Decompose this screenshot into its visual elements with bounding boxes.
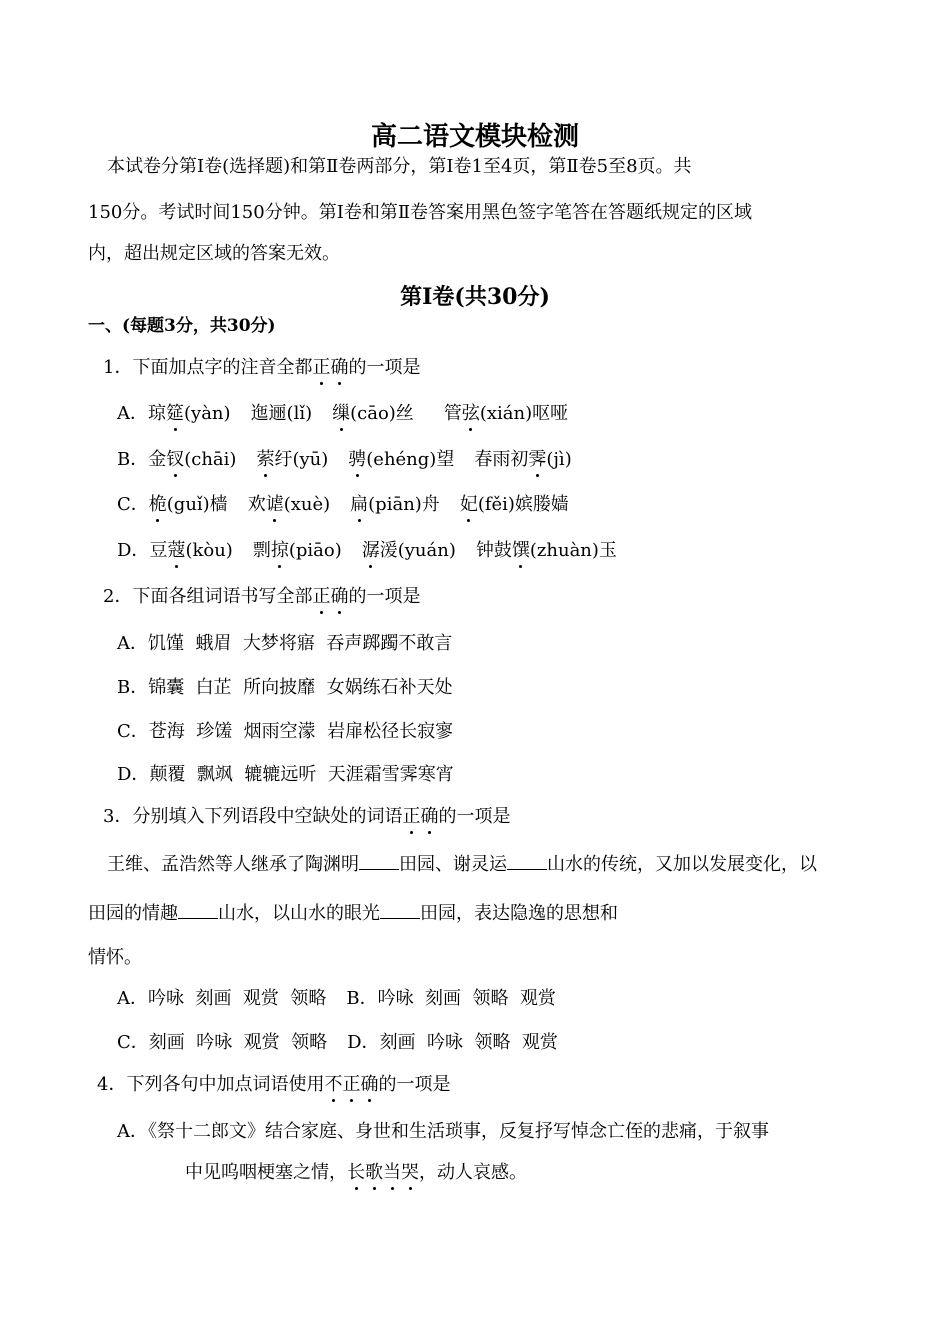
q1-option-d: D．豆蔻(kòu) 剽掠(piāo) 潺湲(yuán) 钟鼓馔(zhuàn)玉: [117, 540, 617, 561]
dotted-char: 桅: [148, 494, 167, 515]
q1-option-a: A．琼筵(yàn) 迤逦(lǐ) 缫(cāo)丝 管弦(xián)呕哑: [117, 403, 569, 424]
q2-option-c: C．苍海 珍馐 烟雨空濛 岩扉松径长寂寥: [117, 721, 454, 742]
dotted-char: 缫: [332, 403, 351, 424]
q2-option-a: A．饥馑 蛾眉 大梦将寤 吞声踯躅不敢言: [117, 633, 453, 654]
dotted-char: 萦: [256, 449, 275, 470]
dotted-char: 霁: [528, 449, 547, 470]
part-header: 一、(每题3分，共30分): [88, 316, 276, 336]
q3-passage-line-1: 王维、孟浩然等人继承了陶渊明 田园、谢灵运 山水的传统，又加以发展变化，以: [107, 854, 817, 875]
q3-option-c: C．刻画 吟咏 观赏 领略: [117, 1032, 328, 1053]
emphasized-text: 不正确: [324, 1074, 379, 1095]
dotted-char: 馔: [511, 540, 530, 561]
intro-line-3: 内，超出规定区域的答案无效。: [88, 243, 340, 264]
dotted-char: 潺: [361, 540, 380, 561]
q2-option-b: B．锦囊 白芷 所向披靡 女娲练石补天处: [117, 677, 453, 698]
q4-option-a-line-2: 中见呜咽梗塞之情，长歌当哭，动人哀感。: [185, 1162, 527, 1183]
dotted-char: 筵: [166, 403, 184, 424]
dotted-char: 谑: [265, 494, 284, 515]
page-title: 高二语文模块检测: [370, 122, 579, 152]
dotted-char: 骋: [348, 449, 367, 470]
dotted-char: 掠: [270, 540, 289, 561]
q3-option-b: B．吟咏 刻画 领略 观赏: [346, 988, 556, 1009]
emphasized-text: 正确: [312, 586, 349, 607]
emphasized-text: 长歌当哭: [347, 1162, 419, 1183]
dotted-char: 弦: [461, 403, 480, 424]
q2-option-d: D．颠覆 飘飒 辘辘远听 天涯霜雪霁寒宵: [117, 764, 454, 785]
fill-blank: [178, 902, 218, 919]
section-title: 第Ⅰ卷(共30分): [400, 284, 550, 310]
q3-option-a: A．吟咏 刻画 观赏 领略: [117, 988, 327, 1009]
fill-blank: [380, 902, 420, 919]
q3-passage-line-2: 田园的情趣 山水，以山水的眼光 田园，表达隐逸的思想和: [88, 903, 618, 924]
q1-option-b: B．金钗(chāi) 萦纡(yū) 骋(ehéng)望 春雨初霁(jì): [117, 449, 572, 470]
q3-option-d: D．刻画 吟咏 领略 观赏: [347, 1032, 558, 1053]
question-3-stem: 3．分别填入下列语段中空缺处的词语正确的一项是: [103, 806, 511, 827]
fill-blank: [507, 853, 547, 870]
intro-line-2: 150分。考试时间150分钟。第Ⅰ卷和第Ⅱ卷答案用黑色签字笔答在答题纸规定的区域: [88, 202, 753, 223]
q3-options-ab: [117, 988, 556, 1010]
q1-option-c: C．桅(guǐ)樯 欢谑(xuè) 扁(piān)舟 妃(fěi)嫔媵嫱: [117, 494, 569, 515]
q3-passage-line-3: 情怀。: [88, 947, 142, 968]
dotted-char: 扁: [350, 494, 369, 515]
question-2-stem: 2．下面各组词语书写全部正确的一项是: [103, 586, 421, 607]
fill-blank: [359, 853, 399, 870]
question-4-stem: 4．下列各句中加点词语使用不正确的一项是: [97, 1074, 451, 1095]
dotted-char: 妃: [459, 494, 478, 515]
question-1-stem: 1．下面加点字的注音全都正确的一项是: [103, 357, 421, 378]
dotted-char: 蔻: [167, 540, 186, 561]
dotted-char: 钗: [166, 449, 185, 470]
q4-option-a-line-1: A．《祭十二郎文》结合家庭、身世和生活琐事，反复抒写悼念亡侄的悲痛，于叙事: [117, 1121, 769, 1142]
intro-line-1: 本试卷分第Ⅰ卷(选择题)和第Ⅱ卷两部分，第Ⅰ卷1至4页，第Ⅱ卷5至8页。共: [107, 156, 692, 177]
emphasized-text: 正确: [402, 806, 439, 827]
emphasized-text: 正确: [312, 357, 349, 378]
q3-options-cd: [117, 1032, 558, 1054]
